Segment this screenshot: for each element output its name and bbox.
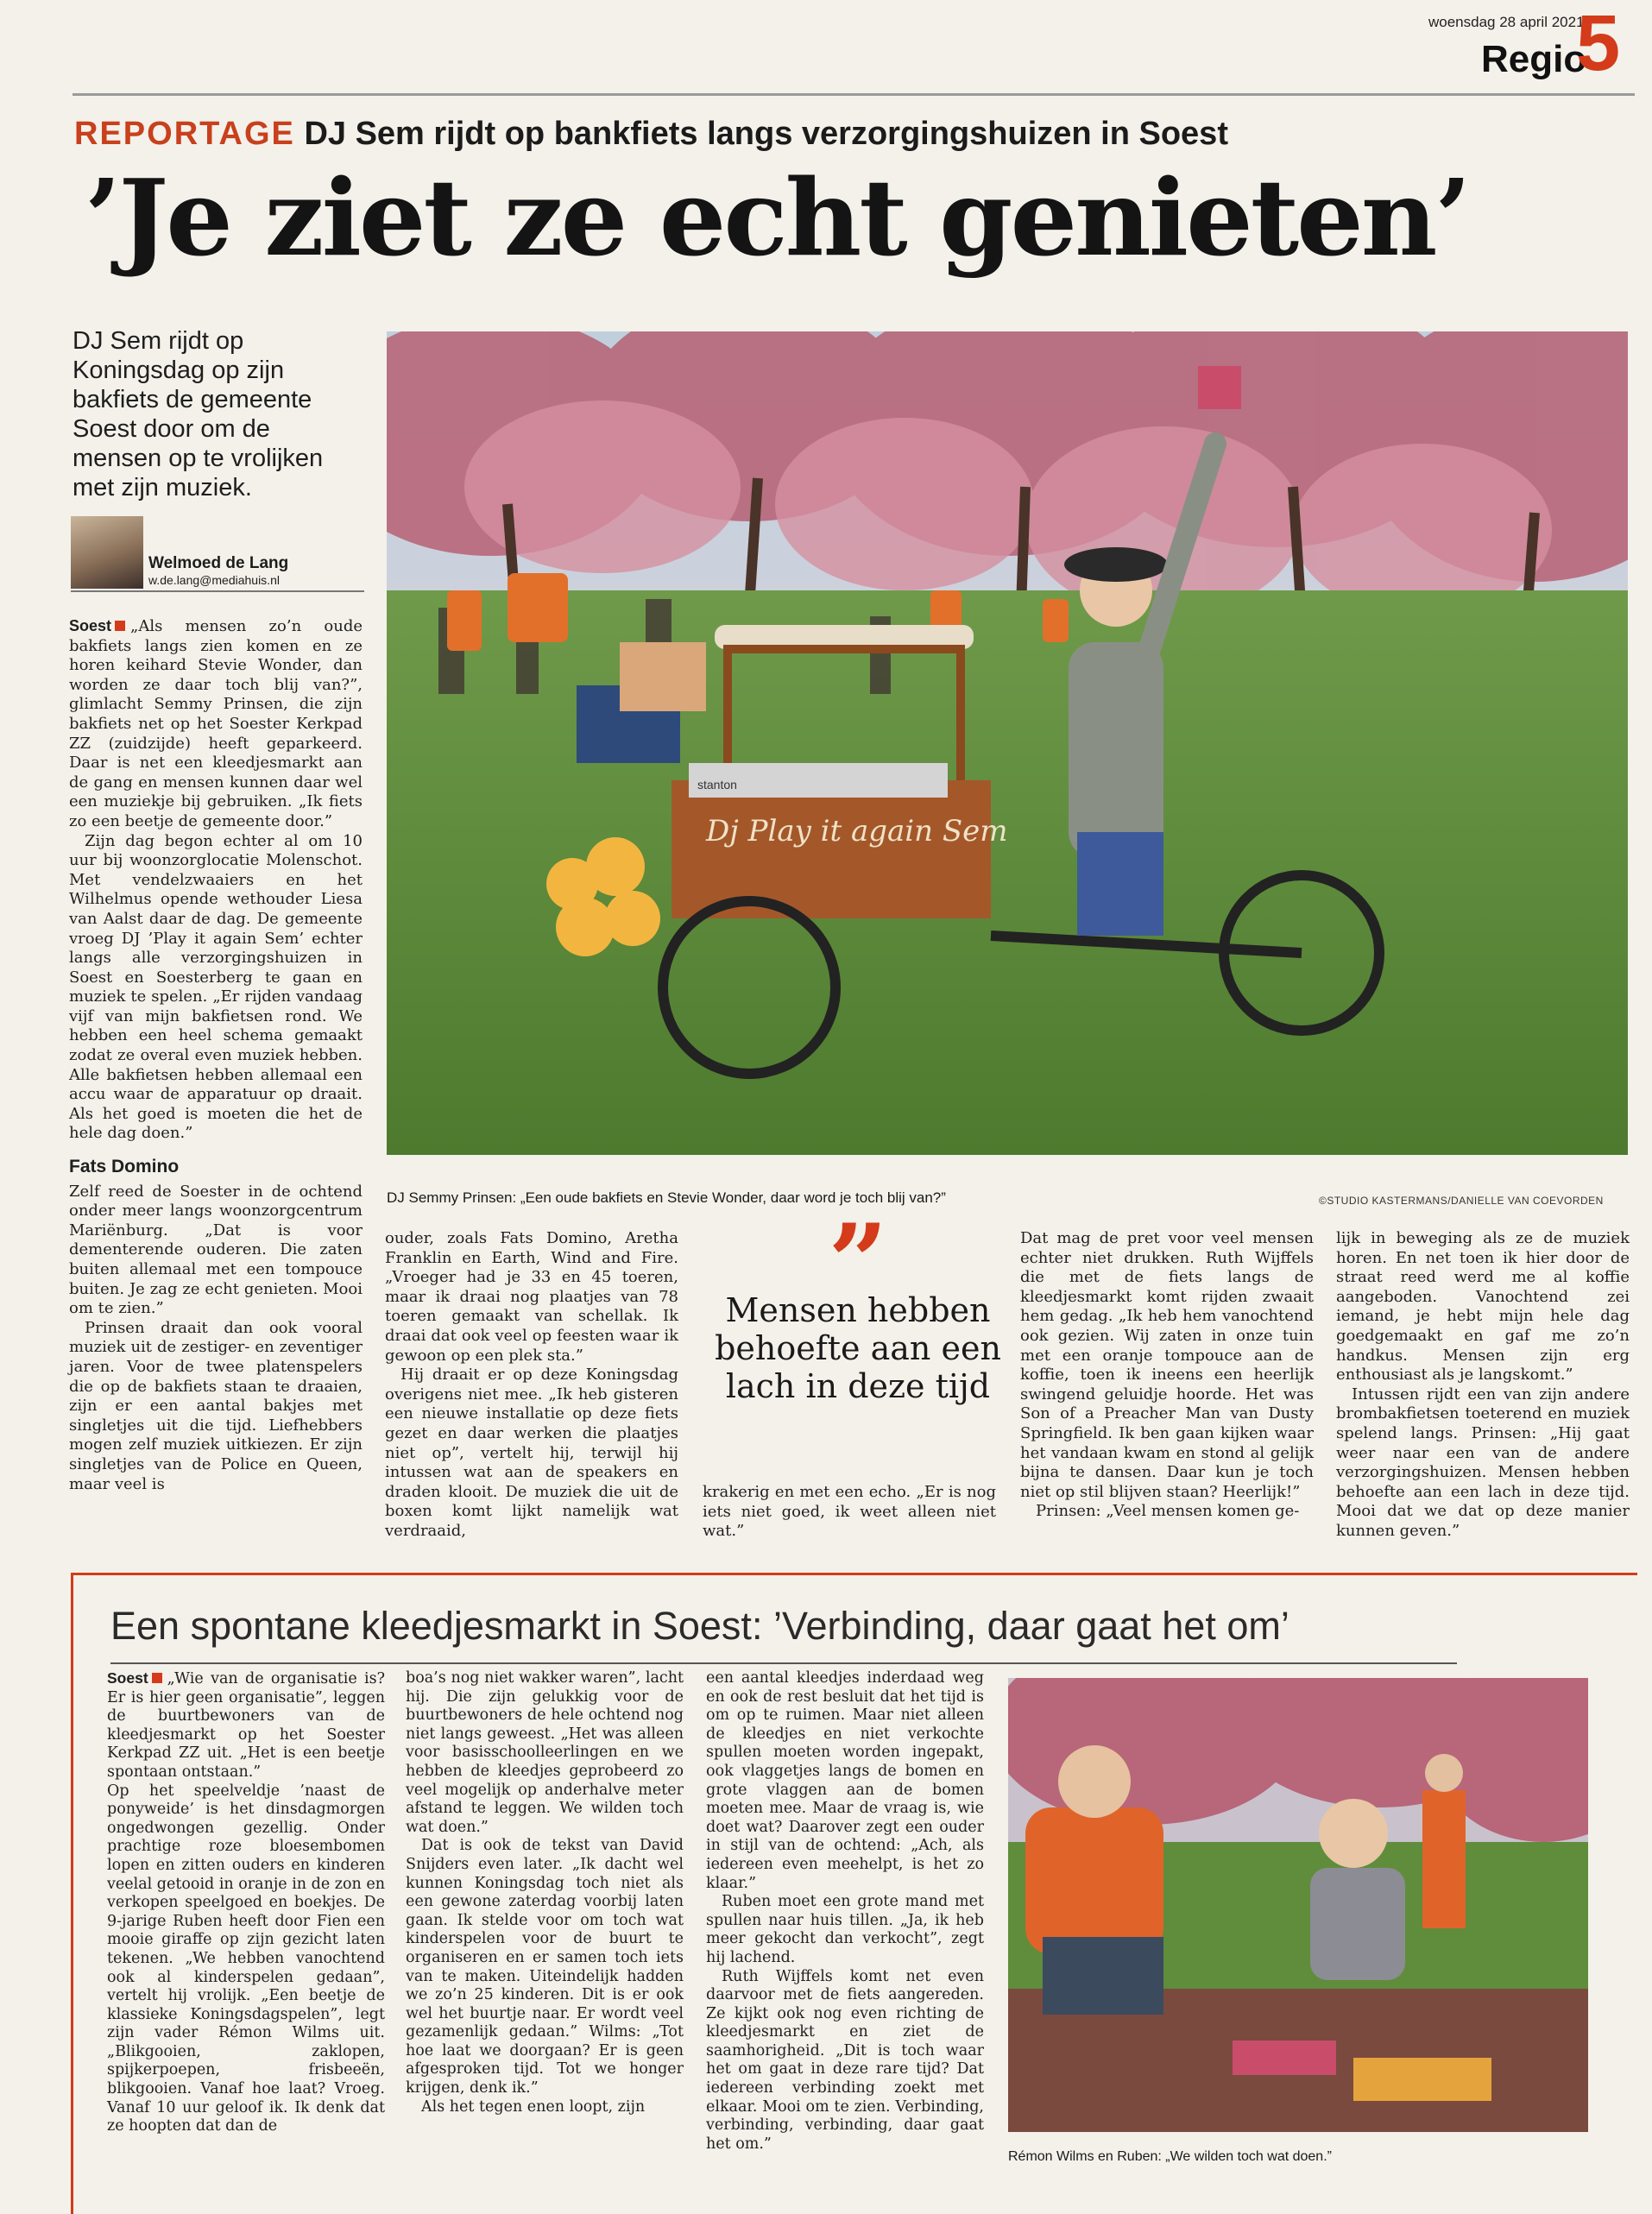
sidebar-col2-p3: Als het tegen enen loopt, zijn — [421, 2097, 646, 2116]
sidebar-column-3 — [706, 1669, 984, 2154]
article-col4-p1: Dat mag de pret voor veel mensen echter niet drukken. Ruth Wijffels die met de fiets langs de kleedjesmarkt komt rijden zwaait hem gedag. „Ik heb hem vanochtend ook gezien. Wij zaten in onze tuin met een oranje tompouce aan de koffie, toen ik ineens een heerlijk swingend geluidje hoorde. Het was Son of a Preacher Man van Dusty Springfield. Ik ben gaan kijken waar het vandaan kwam en stond al gelijk bijna te dansen. Daar kun je toch niet op stil blijven staan? Heerlijk!” — [1020, 1229, 1314, 1501]
sidebar-photo-caption: Rémon Wilms en Ruben: „We wilden toch wat doen.” — [1008, 2149, 1332, 2164]
kicker-text: DJ Sem rijdt op bankfiets langs verzorgingshuizen in Soest — [304, 116, 1228, 152]
article-column-3 — [703, 1483, 996, 1542]
article-col3-p1: krakerig en met een echo. „Er is nog iets niet goed, ik weet alleen niet wat.” — [703, 1483, 996, 1541]
pull-quote — [703, 1202, 1013, 1405]
sidebar-title-rule — [110, 1662, 1457, 1664]
dateline-square — [115, 621, 125, 631]
article-column-2 — [385, 1229, 678, 1542]
sidebar-col1-p2: Op het speelveldje ’naast de ponyweide’ is het dinsdagmorgen ongedwongen gezellig. Onder prachtige roze bloesembomen lopen en zitten ouders en kinderen veelal getooid in oranje in de zon en verkopen speelgoed en boekjes. De 9-jarige Ruben heeft door Fien een mooie giraffe op zijn gezicht laten tekenen. „We hebben vanochtend ook al kinderspelen gedaan”, vertelt hij vrolijk. „Een beetje de klassieke Koningsdagspelen”, legt zijn vader Rémon Wilms uit. „Blikgooien, zaklopen, spijkerpoepen, frisbeeën, blikgooien. Vanaf hoe laat? Vroeg. Vanaf 10 uur geloof ik. Ik denk dat ze hoopten dat dan de — [107, 1782, 385, 2135]
article-column-4 — [1020, 1229, 1314, 1522]
sidebar-column-1 — [107, 1669, 385, 2136]
kicker-label: REPORTAGE — [74, 116, 295, 152]
article-col1-p1: „Als mensen zo’n oude bakfiets langs zien komen en ze horen keihard Stevie Wonder, dan worden ze daar toch blij van?”, glimlacht Semmy Prinsen, die zijn bakfiets net op het Soester Kerkpad ZZ (zuidzijde) heeft geparkeerd. Daar is net een kleedjesmarkt aan de gang en mensen kunnen daar wel een muziekje bij gebruiken. „Ik fiets zo een beetje de gemeente door.” — [69, 617, 363, 830]
sidebar-column-2 — [406, 1669, 684, 2116]
author-email: w.de.lang@mediahuis.nl — [148, 573, 280, 587]
headline: ’Je ziet ze echt genieten’ — [85, 155, 1469, 280]
main-photo — [387, 331, 1628, 1155]
sidebar-col3-p1: een aantal kleedjes inderdaad weg en ook de rest besluit dat het tijd is om op te ruimen. Maar niet alleen de kleedjes en niet verkochte spullen moeten worden ingepakt, ook vlaggetjes langs de bomen en grote vlaggen aan de bomen moeten mee. Maar de vraag is, wie doet wat? Daarover zegt een ouder in stijl van de ochtend: „Ach, als iedereen even meehelpt, is het zo klaar.” — [706, 1669, 984, 1892]
article-subhead: Fats Domino — [69, 1157, 180, 1177]
article-col4-p2: Prinsen: „Veel mensen komen ge- — [1036, 1502, 1300, 1521]
sidebar-col2-p1: boa’s nog niet wakker waren”, lacht hij. Die zijn gelukkig voor de buurtbewoners de hele ochtend nog niet langs geweest. „Het was alleen voor basisschoolleerlingen en we hebben de kleedjes geprobeerd zo veel mogelijk op anderhalve meter afstand te leggen. We wilden toch wat doen.” — [406, 1669, 684, 1836]
main-photo-illustration — [387, 331, 1628, 1155]
article-col5-p2: Intussen rijdt een van zijn andere brombakfietsen toeterend en muziek spelend langs. Prinsen: „Hij gaat weer naar een van de andere verzorgingshuizen. Mensen hebben behoefte aan een lach in deze tijd. Mooi dat we dat op deze manier kunnen geven.” — [1336, 1385, 1630, 1540]
sidebar-photo — [1008, 1678, 1588, 2132]
article-col1-p2: Zijn dag begon echter al om 10 uur bij woonzorglocatie Molenschot. Met vendelzwaaiers en het Wilhelmus opende wethouder Liesa van Aalst daar de dag. De gemeente vroeg DJ ’Play it again Sem’ echter langs alle verzorgingshuizen in Soest en Soesterberg te gaan en muziek te spelen. „Er rijden vandaag vijf van mijn bakfietsen rond. We hebben een heel schema gemaakt zodat ze overal even muziek hebben. Alle bakfietsen hebben allemaal een accu waar de apparatuur op draait. Als het goed is moeten die het de hele dag doen.” — [69, 831, 363, 1143]
sidebar-col3-p3: Ruth Wijffels komt net even daarvoor met de fiets aangereden. Ze kijkt ook nog even richting de kleedjesmarkt en ziet de saamhorigheid. „Dit is toch waar het om gaat in deze rare tijd? Dat iedereen verbinding zoekt met elkaar. Mooi om te zien. Verbinding, verbinding, verbinding, daar gaat het om.” — [706, 1967, 984, 2153]
author-name: Welmoed de Lang — [148, 554, 289, 572]
article-col5-p1: lijk in beweging als ze de muziek horen. En net toen ik hier door de straat reed werd me al koffie aangeboden. Vanochtend zei iemand, je hebt mijn hele dag goedgemaakt en gaf me zo’n handkus. Mensen zijn erg enthousiast als je langskomt.” — [1336, 1229, 1630, 1385]
pull-quote-text: Mensen hebben behoefte aan een lach in deze tijd — [715, 1291, 1001, 1405]
section-name: Regio — [1481, 38, 1587, 80]
header-rule — [73, 93, 1635, 96]
main-photo-caption: DJ Semmy Prinsen: „Een oude bakfiets en Stevie Wonder, daar word je toch blij van?” — [387, 1189, 946, 1206]
article-col2-p2: Hij draait er op deze Koningsdag overigens niet mee. „Ik heb gisteren een nieuwe installatie op deze fiets gezet en daar werken die plaatjes niet op”, vertelt hij, terwijl hij intussen wat aan de speakers en draden klooit. De muziek die uit de boxen komt lijkt namelijk wat verdraaid, — [385, 1366, 678, 1540]
sidebar-col3-p2: Ruben moet een grote mand met spullen naar huis tillen. „Ja, ik heb meer gekocht dan verkocht”, zegt hij lachend. — [706, 1893, 984, 1966]
article-col1-p3: Zelf reed de Soester in de ochtend onder meer langs woonzorgcentrum Mariënburg. „Dat is voor dementerende ouderen. Die zaten buiten allemaal met een tompouce buiten. Je zag ze echt genieten. Mooi om te zien.” — [69, 1182, 363, 1318]
article-column-1 — [69, 616, 363, 1494]
sidebar-dateline: Soest — [107, 1669, 148, 1687]
quote-mark-icon: ” — [828, 1202, 888, 1323]
article-dateline: Soest — [69, 617, 112, 634]
sidebar-photo-illustration — [1008, 1678, 1588, 2132]
main-photo-credit: ©STUDIO KASTERMANS/DANIELLE VAN COEVORDEN — [1319, 1195, 1604, 1207]
page-number: 5 — [1576, 0, 1621, 87]
deck-brand-label: stanton — [697, 778, 737, 792]
article-col2-p1: ouder, zoals Fats Domino, Aretha Franklin en Earth, Wind and Fire. „Vroeger had je 33 en 45 toeren, maar ik draai nog plaatjes van 78 toeren gemaakt van schellak. Ik draai dat ook veel op feesten waar ik gewoon op een plek sta.” — [385, 1229, 678, 1365]
article-intro: DJ Sem rijdt op Koningsdag op zijn bakfiets de gemeente Soest door om de mensen op te vrolijken met zijn muziek. — [73, 327, 324, 501]
byline-rule — [71, 590, 364, 592]
article-column-5 — [1336, 1229, 1630, 1542]
author-avatar — [71, 516, 143, 589]
author-byline — [71, 516, 364, 592]
kicker — [74, 116, 1228, 153]
sidebar-col1-p1: „Wie van de organisatie is? Er is hier geen organisatie”, leggen de buurtbewoners van de kleedjesmarkt op het Soester Kerkpad ZZ uit. „Het is een beetje spontaan ontstaan.” — [107, 1670, 385, 1781]
sidebar-dateline-square — [152, 1673, 162, 1683]
sidebar-col2-p2: Dat is ook de tekst van David Snijders even later. „Ik dacht wel kunnen Koningsdag toch niet als een gewone zaterdag voorbij laten gaan. Ik stelde voor om toch wat kinderspelen voor de buurt te organiseren en er samen toch iets van te maken. Uiteindelijk hadden we zo’n 25 kinderen. Dit is er ook wel het buurtje naar. Er wordt veel gezamenlijk gedaan.” Wilms: „Tot hoe laat we doorgaan? Er is geen afgesproken tijd. Tot we honger krijgen, denk ik.” — [406, 1837, 684, 2097]
bike-sign: Dj Play it again Sem — [706, 814, 1008, 848]
issue-date: woensdag 28 april 2021 — [1428, 14, 1585, 30]
sidebar-title: Een spontane kleedjesmarkt in Soest: ’Verbinding, daar gaat het om’ — [110, 1604, 1289, 1648]
article-col1-p4: Prinsen draait dan ook vooral muziek uit de zestiger- en zeventiger jaren. Voor de twee platenspelers die op de bakfiets staan te draaien, zijn er een aantal bakjes met singletjes uit die tijd. Liefhebbers mogen zelf muziek uitkiezen. Er zijn singletjes van de Police en Queen, maar veel is — [69, 1318, 363, 1493]
